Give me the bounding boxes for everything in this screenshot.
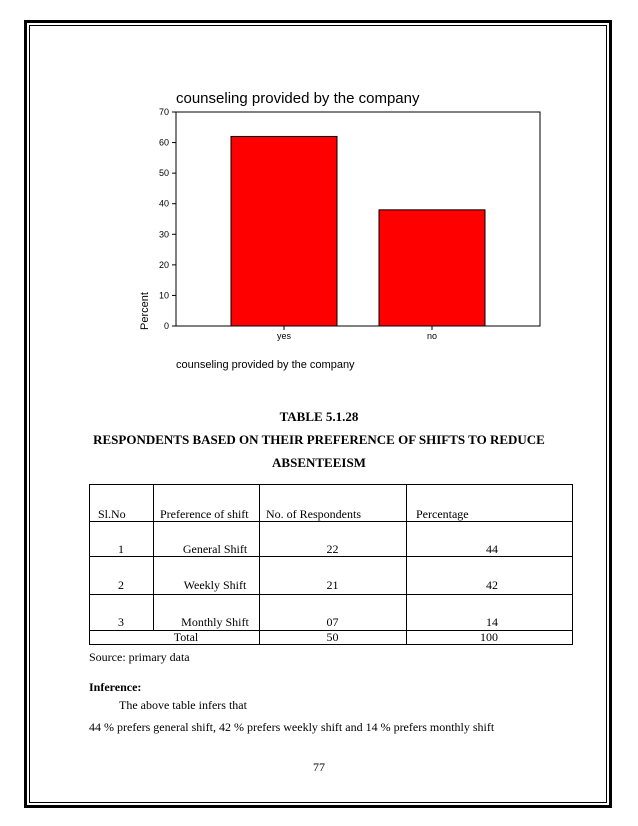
table-header-slno: Sl.No [98,507,126,521]
chart-x-tick-label: no [426,331,438,341]
table-title-line2: ABSENTEEISM [272,455,366,470]
table-title-line1: RESPONDENTS BASED ON THEIR PREFERENCE OF SHIFTS TO REDUCE [93,432,545,447]
table-total-label: Total [173,630,199,644]
chart-bar [231,136,337,326]
table-cell-shift: General Shift [182,542,248,556]
table-cell-slno: 3 [118,615,124,629]
chart-y-tick-label: 40 [158,198,169,209]
table-cell-slno: 1 [118,542,124,556]
table-header-percentage: Percentage [416,507,469,521]
chart-y-tick-label: 30 [158,229,169,240]
table-cell-respondents: 22 [326,542,339,556]
bar-chart [0,0,638,400]
chart-bar [379,210,485,326]
chart-y-tick-label: 60 [158,137,169,148]
table-header-divider [89,521,573,522]
table-cell-slno: 2 [118,578,124,592]
chart-y-tick-label: 50 [158,168,169,179]
table-total-percentage: 100 [480,630,498,644]
chart-x-tick-label: yes [276,331,292,341]
chart-title: counseling provided by the company [176,90,420,107]
chart-y-tick-label: 20 [158,259,169,270]
table-number: TABLE 5.1.28 [279,409,359,424]
chart-x-axis-label: counseling provided by the company [176,359,355,371]
table-header-respondents: No. of Respondents [266,507,361,521]
table-cell-percentage: 14 [486,615,498,629]
table-total-respondents: 50 [326,630,339,644]
table-cell-respondents: 21 [326,578,339,592]
table-border-right [572,484,573,644]
chart-y-tick-label: 10 [158,290,169,301]
table-column-divider [153,484,154,630]
inference-heading: Inference: [89,680,142,694]
table-cell-shift: Weekly Shift [183,578,247,592]
inference-text-line1: The above table infers that [119,698,247,712]
table-cell-shift: Monthly Shift [181,615,249,629]
chart-y-axis-label: Percent [139,292,151,330]
table-border-top [89,484,573,485]
chart-y-tick-label: 0 [163,321,169,331]
table-cell-respondents: 07 [326,615,339,629]
table-cell-percentage: 44 [486,542,498,556]
table-border-bottom [89,644,573,645]
table-cell-percentage: 42 [486,578,498,592]
table-row-divider [89,556,573,557]
source-note: Source: primary data [89,650,190,664]
table-row-divider [89,594,573,595]
inference-text-line2: 44 % prefers general shift, 42 % prefers weekly shift and 14 % prefers monthly shift [89,720,495,734]
page-number: 77 [313,760,325,774]
table-header-preference: Preference of shift [160,507,249,521]
chart-y-tick-label: 70 [158,107,169,117]
